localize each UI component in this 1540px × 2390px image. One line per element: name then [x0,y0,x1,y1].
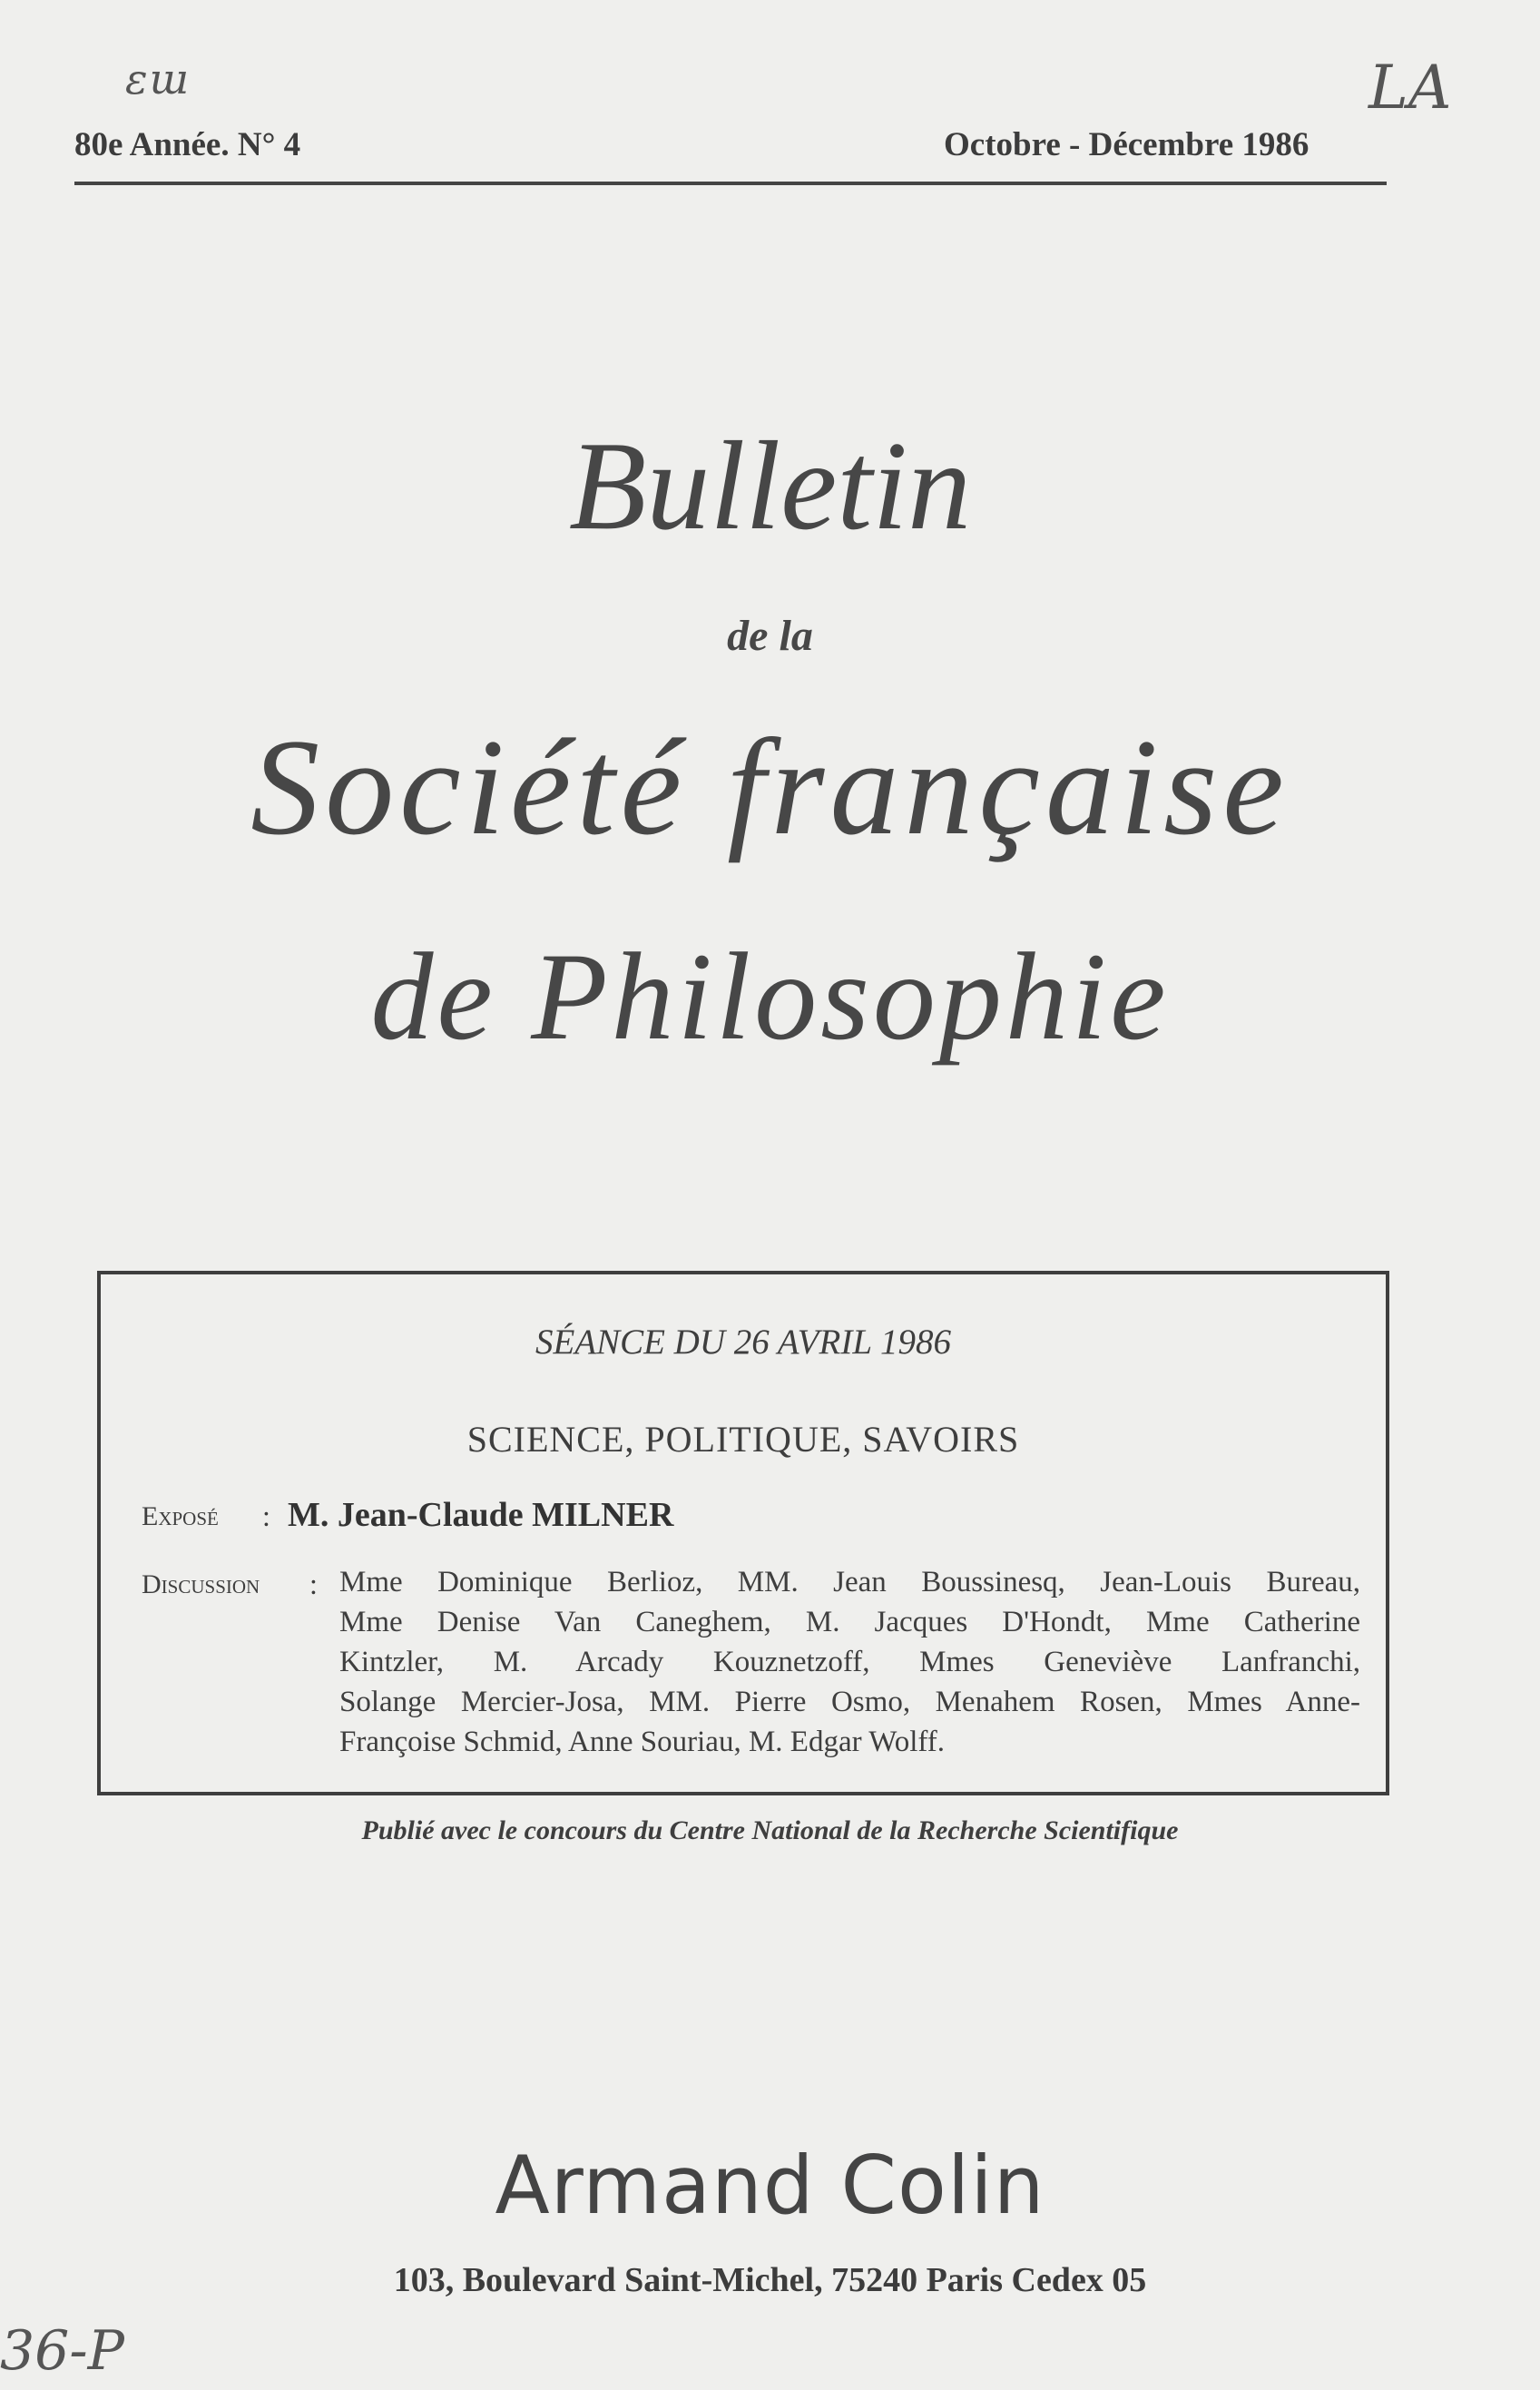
issue-number: 80e Année. N° 4 [74,126,301,163]
publisher-address: 103, Boulevard Saint-Michel, 75240 Paris Cedex 05 [393,2261,1147,2299]
handwritten-mark-top-right: LA [1368,53,1452,123]
discussion-line: Kintzler, M. Arcady Kouznetzoff, Mmes Geneviève Lanfranchi, [339,1646,1360,1678]
seance-date: SÉANCE DU 26 AVRIL 1986 [535,1323,952,1362]
title-de-la: de la [727,612,813,660]
discussion-line: Mme Dominique Berlioz, MM. Jean Boussinesq, Jean-Louis Bureau, [339,1566,1360,1598]
publisher-name: Armand Colin [495,2139,1045,2232]
title-de-philosophie: de Philosophie [370,927,1170,1066]
expose-colon: : [262,1500,270,1532]
discussion-line: Françoise Schmid, Anne Souriau, M. Edgar Wolff. [339,1726,946,1758]
discussion-participants [339,1562,1360,1762]
title-bulletin: Bulletin [568,416,972,556]
discussion-colon: : [309,1568,318,1600]
issue-period: Octobre - Décembre 1986 [944,126,1309,163]
discussion-line: Mme Denise Van Caneghem, M. Jacques D'Hondt, Mme Catherine [339,1606,1360,1638]
discussion-line: Solange Mercier-Josa, MM. Pierre Osmo, Menahem Rosen, Mmes Anne- [339,1686,1360,1718]
seance-box [97,1271,1389,1795]
handwritten-mark-bottom-left: 36-P [0,2319,124,2383]
discussion-label: Discussion [142,1569,260,1599]
expose-label: Exposé [142,1501,219,1531]
expose-speaker: M. Jean-Claude MILNER [288,1496,674,1534]
seance-subject: SCIENCE, POLITIQUE, SAVOIRS [466,1419,1020,1460]
handwritten-mark-top-left: ɛɯ [125,54,191,103]
title-societe-francaise: Société française [250,711,1290,863]
publication-credit: Publié avec le concours du Centre National de la Recherche Scientifique [361,1815,1179,1845]
header-rule [74,182,1387,185]
